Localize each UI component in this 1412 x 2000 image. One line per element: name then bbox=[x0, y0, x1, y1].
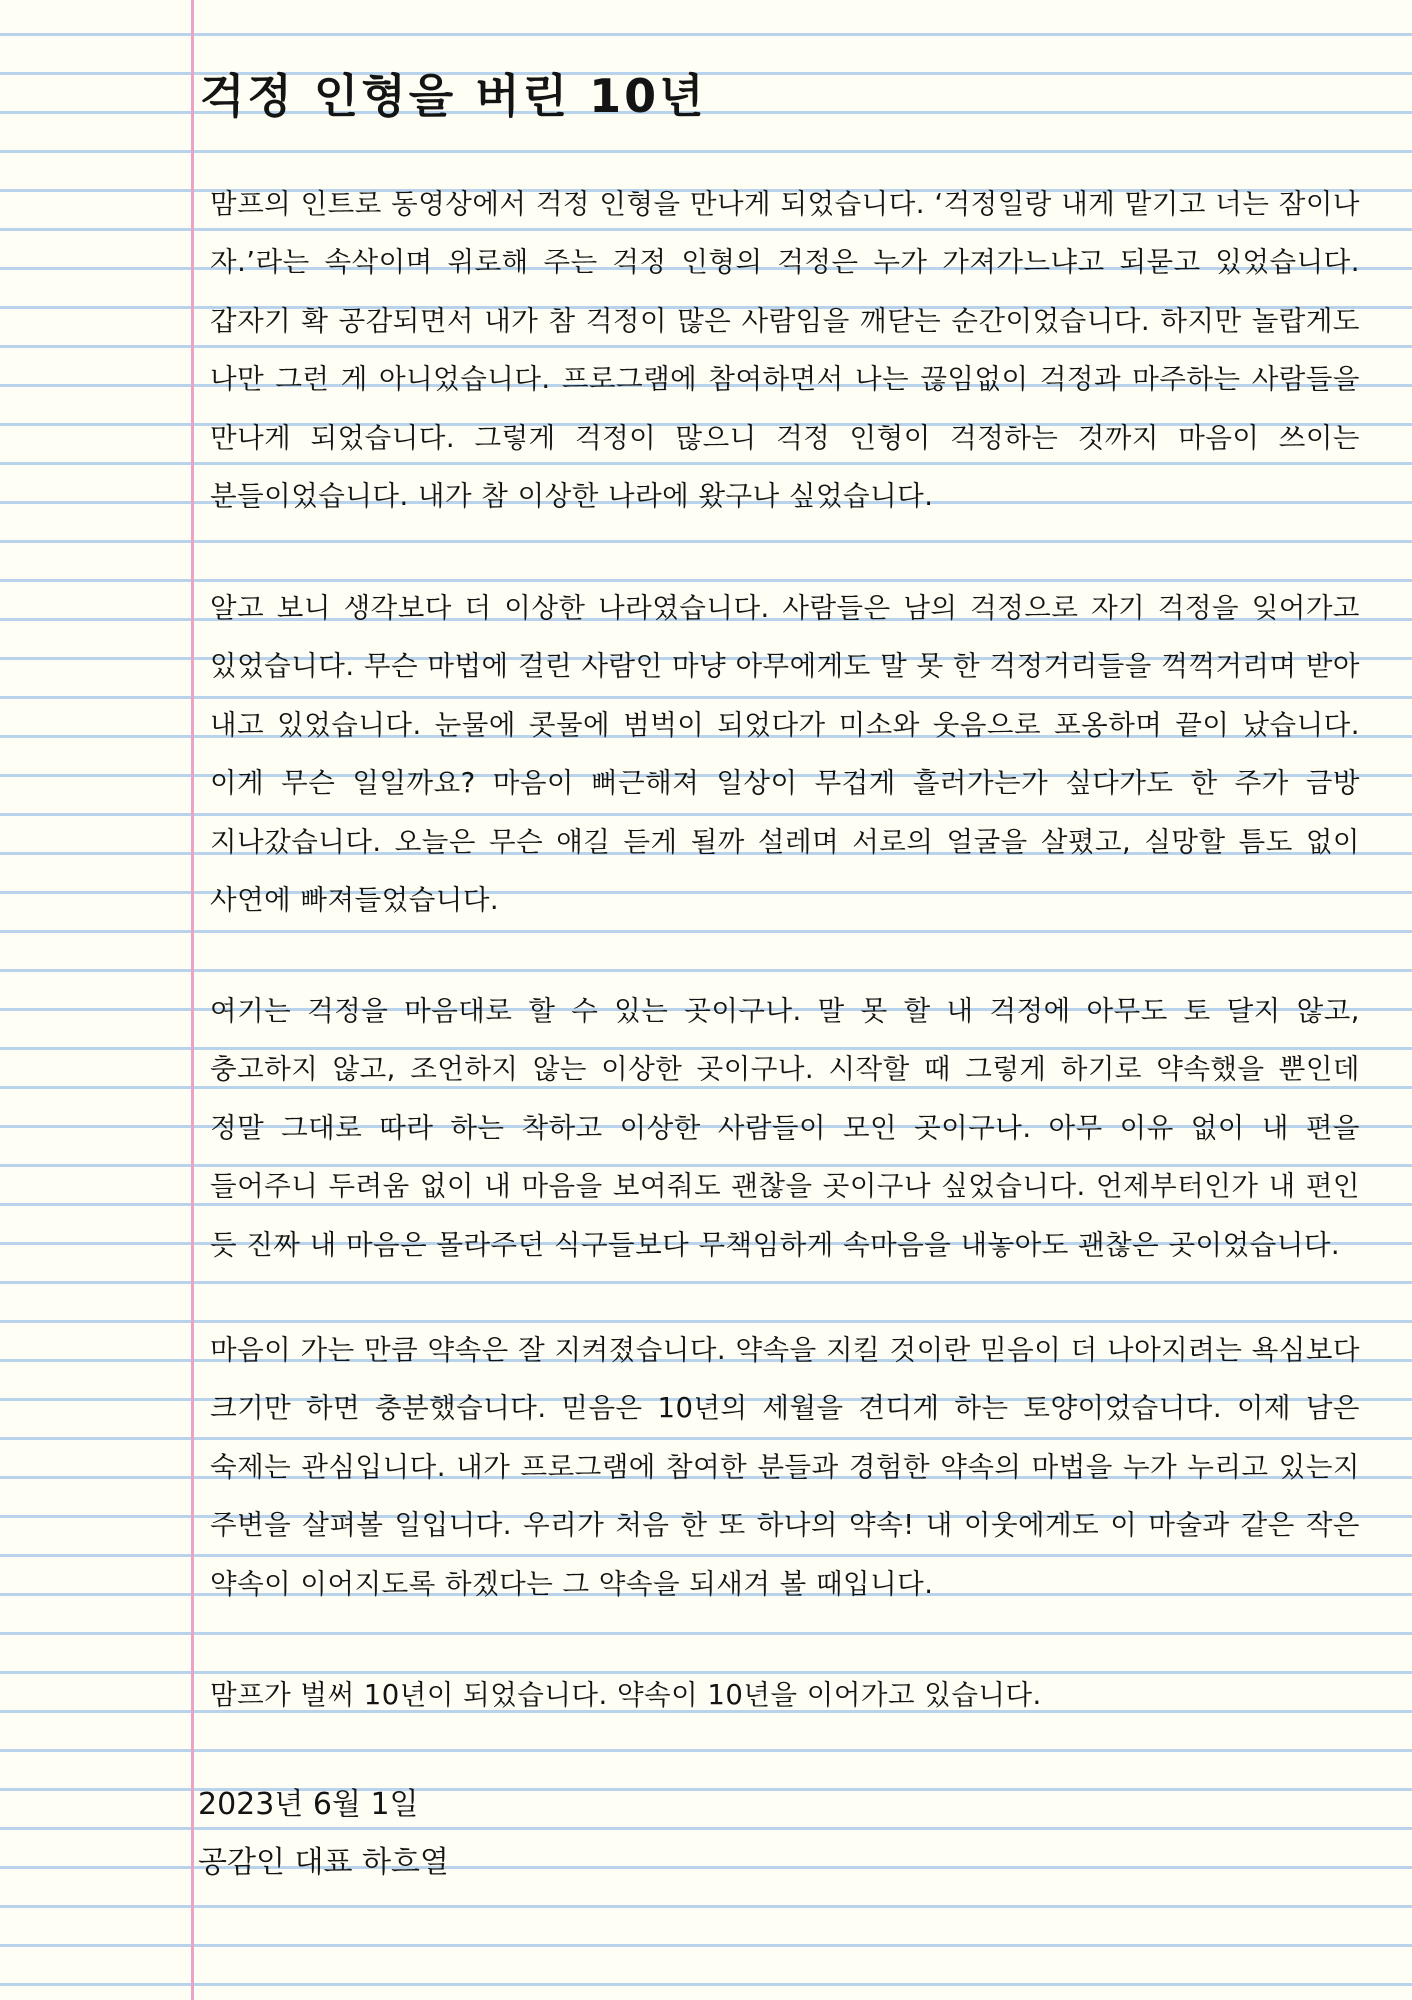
signature-line: 공감인 대표 하흐열 bbox=[198, 1845, 449, 1880]
paragraph-1: 맘프의 인트로 동영상에서 걱정 인형을 만나게 되었습니다. ‘걱정일랑 내게 맡기고 너는 잠이나 자.’라는 속삭이며 위로해 주는 걱정 인형의 걱정은 누가 가져가느냐고 되묻고 있었습니다. 갑자기 확 공감되면서 내가 참 걱정이 많은 사람임을 깨닫는 순간이었습니다. 하지만 놀랍게도 나만 그런 게 아니었습니다. 프로그램에 참여하면서 나는 끊임없이 걱정과 마주하는 사람들을 만나게 되었습니다. 그렇게 걱정이 많으니 걱정 인형이 걱정하는 것까지 마음이 쓰이는 분들이었습니다. 내가 참 이상한 나라에 왔구나 싶었습니다. bbox=[210, 188, 1360, 513]
margin-line bbox=[191, 0, 194, 2000]
page-title: 걱정 인형을 버린 10년 bbox=[200, 69, 707, 123]
paragraph-5: 맘프가 벌써 10년이 되었습니다. 약속이 10년을 이어가고 있습니다. bbox=[210, 1679, 1042, 1711]
paragraph-4: 마음이 가는 만큼 약속은 잘 지켜졌습니다. 약속을 지킬 것이란 믿음이 더 나아지려는 욕심보다 크기만 하면 충분했습니다. 믿음은 10년의 세월을 견디게 하는 토양이었습니다. 이제 남은 숙제는 관심입니다. 내가 프로그램에 참여한 분들과 경험한 약속의 마법을 누가 누리고 있는지 주변을 살펴볼 일입니다. 우리가 처음 한 또 하나의 약속! 내 이웃에게도 이 마술과 같은 작은 약속이 이어지도록 하겠다는 그 약속을 되새겨 볼 때입니다. bbox=[210, 1334, 1360, 1600]
paragraph-3: 여기는 걱정을 마음대로 할 수 있는 곳이구나. 말 못 할 내 걱정에 아무도 토 달지 않고, 충고하지 않고, 조언하지 않는 이상한 곳이구나. 시작할 때 그렇게 하기로 약속했을 뿐인데 정말 그대로 따라 하는 착하고 이상한 사람들이 모인 곳이구나. 아무 이유 없이 내 편을 들어주니 두려움 없이 내 마음을 보여줘도 괜찮을 곳이구나 싶었습니다. 언제부터인가 내 편인 듯 진짜 내 마음은 몰라주던 식구들보다 무책임하게 속마음을 내놓아도 괜찮은 곳이었습니다. bbox=[210, 995, 1360, 1261]
date-line: 2023년 6월 1일 bbox=[198, 1787, 419, 1822]
paragraph-2: 알고 보니 생각보다 더 이상한 나라였습니다. 사람들은 남의 걱정으로 자기 걱정을 잊어가고 있었습니다. 무슨 마법에 걸린 사람인 마냥 아무에게도 말 못 한 걱정거리들을 꺽꺽거리며 받아 내고 있었습니다. 눈물에 콧물에 범벅이 되었다가 미소와 웃음으로 포옹하며 끝이 났습니다. 이게 무슨 일일까요? 마음이 뻐근해져 일상이 무겁게 흘러가는가 싶다가도 한 주가 금방 지나갔습니다. 오늘은 무슨 얘길 듣게 될까 설레며 서로의 얼굴을 살폈고, 실망할 틈도 없이 사연에 빠져들었습니다. bbox=[210, 592, 1360, 917]
